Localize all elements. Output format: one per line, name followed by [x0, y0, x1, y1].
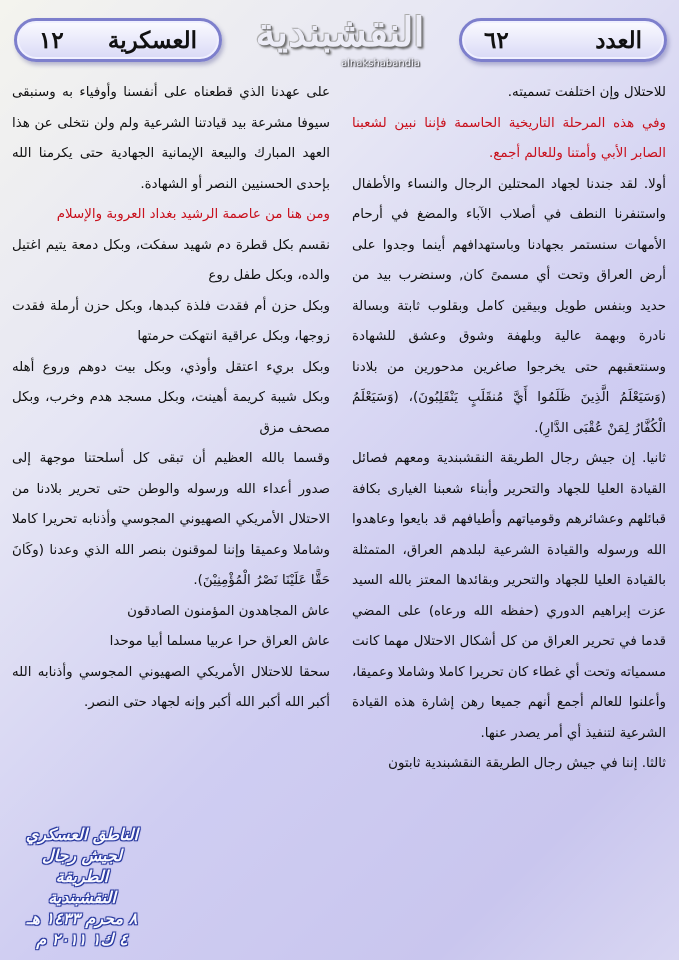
signature-line: ٨ محرم ١٤٣٣ هـ	[26, 909, 138, 928]
magazine-logo	[240, 6, 440, 76]
paragraph: ثانيا. إن جيش رجال الطريقة النقشبندية ومعهم فصائل القيادة العليا للجهاد والتحرير وأبناء شعبنا الغيارى بكافة قبائلهم وعشائرهم وقومياتهم وأطيافهم قد بايعوا وعاهدوا الله ورسوله والقيادة الشرعية لبلدهم العراق، المتمثلة بالقيادة العليا للجهاد والتحرير وبقائدها المعتز بالله السيد عزت إبراهيم الدوري (حفظه الله ورعاه) على المضي قدما في تحرير العراق من كل أشكال الاحتلال مهما كانت مسمياته وتحت أي غطاء كان تحريرا كاملا وشاملا وعميقا، وأعلنوا للعالم أجمع أنهم جميعا رهن إشارة هذه القيادة الشرعية لتنفيذ أي أمر يصدر عنها.	[352, 451, 666, 741]
signature-line: لجيش رجال الطريقة	[41, 846, 123, 886]
paragraph: سحقا للاحتلال الأمريكي الصهيوني المجوسي وأذنابه الله أكبر الله أكبر الله أكبر وإنه لجهاد حتى النصر.	[12, 664, 330, 710]
paragraph: ومن هنا من عاصمة الرشيد بغداد العروبة والإسلام	[56, 207, 330, 222]
paragraph: للاحتلال وإن اختلفت تسميته.	[507, 85, 666, 100]
issue-number: ٦٢	[484, 26, 509, 54]
signature-line: النقشبندية	[48, 888, 116, 907]
paragraph: عاش المجاهدون المؤمنون الصادقون	[127, 603, 330, 619]
paragraph: عاش العراق حرا عربيا مسلما أبيا موحدا	[109, 634, 330, 649]
signature-line: ٤ ك١ ٢٠١١ م	[36, 930, 128, 949]
paragraph: وقسما بالله العظيم أن تبقى كل أسلحتنا موجهة إلى صدور أعداء الله ورسوله والوطن حتى تحرير بلادنا من الاحتلال الأمريكي الصهيوني المجوسي وأذنابه تحريرا كاملا وشاملا وعميقا وإننا لموقنون بنصر الله الذي وعدنا (وكَانَ حَقًّا عَلَيْنَا نَصْرُ الْمُؤْمِنِيْنَ).	[12, 451, 330, 588]
paragraph: وفي هذه المرحلة التاريخية الحاسمة فإننا نبين لشعبنا الصابر الأبي وأمتنا وللعالم أجمع.	[352, 115, 666, 161]
logo-title: النقشبندية	[255, 9, 425, 56]
issue-ribbon	[459, 18, 667, 62]
section-name: العسكرية	[107, 26, 197, 54]
signature-line: الناطق العسكري	[25, 825, 139, 844]
left-text-column	[12, 78, 330, 719]
paragraph: ثالثا. إننا في جيش رجال الطريقة النقشبندية ثابتون	[388, 756, 666, 771]
right-text-column	[352, 78, 666, 780]
paragraph: نقسم بكل قطرة دم شهيد سفكت، وبكل دمعة يتيم اغتيل والده، وبكل طفل روع	[12, 237, 330, 283]
paragraph: أولا. لقد جندنا لجهاد المحتلين الرجال والنساء والأطفال واستنفرنا النطف في أصلاب الآباء والمضغ في أرحام الأمهات سنستمر بجهادنا وباستهدافهم أينما وجدوا على أرض العراق وتحت أي مسمىً كان, وسنضرب بيد من حديد وبنفس طويل وبيقين كامل وبقلوب ثابتة وبسالة نادرة وبهمة عالية وبلهفة وشوق وعشق للشهادة وسنتعقبهم حتى يخرجوا صاغرين مدحورين من بلادنا (وَسَيَعْلَمُ الَّذِينَ ظَلَمُوا أَيَّ مُنقَلَبٍ يَنْقَلِبُونَ)، (وَسَيَعْلَمُ الْكُفَّارُ لِمَنْ عُقْبَى الدَّارِ).	[352, 176, 666, 436]
paragraph: وبكل بريء اعتقل وأوذي، وبكل بيت دوهم وروع أهله وبكل شيبة كريمة أهينت، وبكل مسجد هدم وخرب، وبكل مصحف مزق	[12, 359, 330, 436]
issue-label: العدد	[595, 26, 642, 54]
paragraph: وبكل حزن أم فقدت فلذة كبدها، وبكل حزن أرملة فقدت زوجها، وبكل عراقية انتهكت حرمتها	[12, 298, 330, 344]
signature-block	[22, 824, 142, 950]
paragraph: على عهدنا الذي قطعناه على أنفسنا وأوفياء به وسنبقى سيوفا مشرعة بيد قيادتنا الشرعية ولم ولن نتخلى عن هذا العهد المبارك والبيعة الإيمانية الجهادية حتى يكرمنا الله بإحدى الحسنيين النصر أو الشهادة.	[12, 85, 330, 192]
section-ribbon	[14, 18, 222, 62]
logo-subtitle: alnakshabandia	[341, 58, 420, 69]
section-number: ١٢	[39, 26, 64, 54]
page-header	[0, 0, 679, 82]
